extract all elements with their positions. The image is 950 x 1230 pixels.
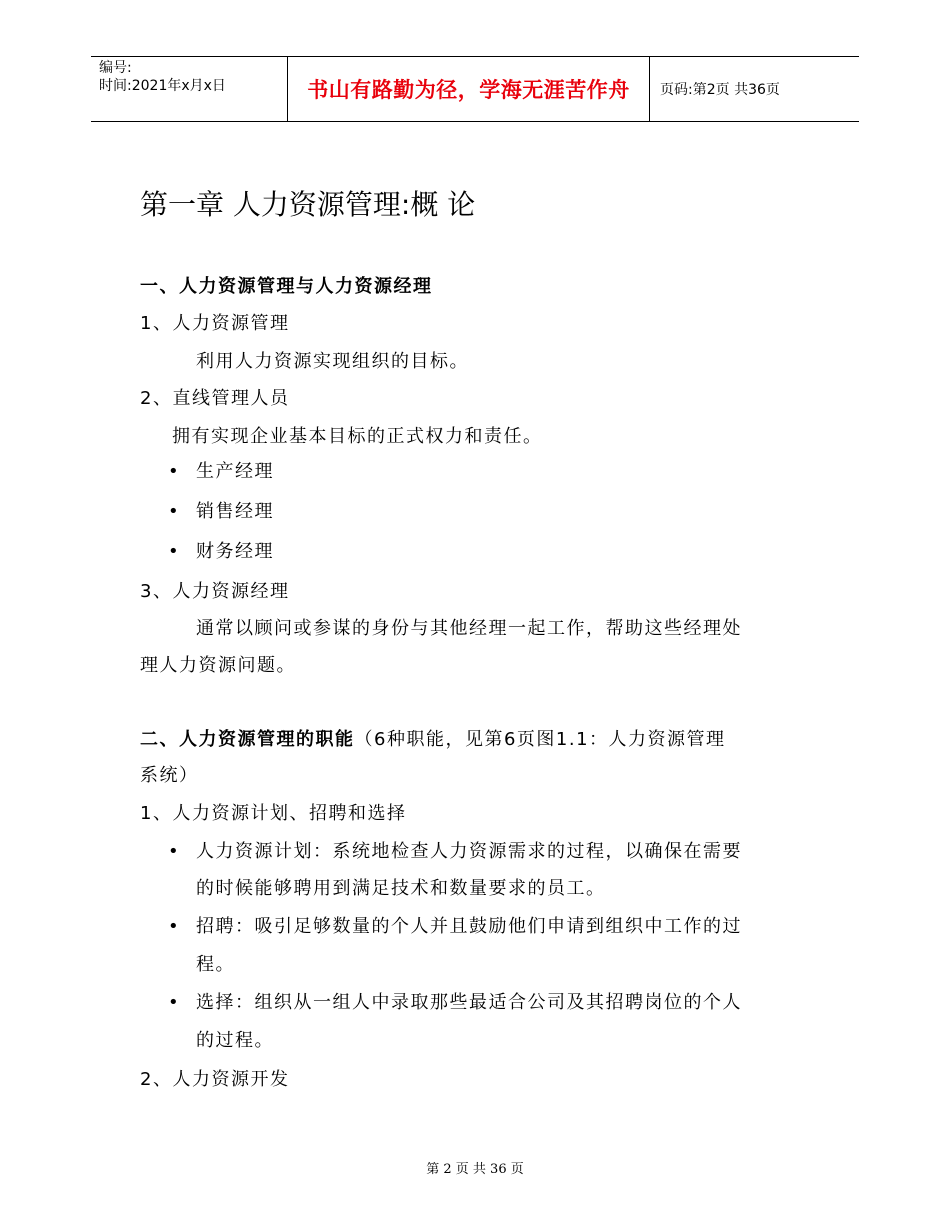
section2-bullet-3-line1: 选择：组织从一组人中录取那些最适合公司及其招聘岗位的个人 [196, 992, 742, 1013]
bullet-icon: • [168, 992, 179, 1013]
section2-item2-title: 2、人力资源开发 [140, 1069, 290, 1090]
bullet-icon: • [168, 461, 179, 482]
bullet-icon: • [168, 841, 179, 862]
section1-item2-text: 拥有实现企业基本目标的正式权力和责任。 [172, 426, 543, 447]
section1-bullet-2: 销售经理 [196, 501, 274, 522]
page-footer: 第 2 页 共 36 页 [426, 1162, 524, 1177]
section2-heading-bold: 二、人力资源管理的职能 [140, 729, 355, 750]
section2-bullet-2-line2: 程。 [196, 954, 235, 975]
header-page-cell [650, 57, 859, 121]
document-header [91, 56, 859, 122]
section1-item3-text-2: 理人力资源问题。 [140, 655, 296, 676]
section1-item3-title: 3、人力资源经理 [140, 581, 290, 602]
header-motto-cell [287, 57, 650, 121]
bullet-icon: • [168, 501, 179, 522]
motto-text: 书山有路勤为径，学海无涯苦作舟 [307, 78, 630, 102]
section1-bullet-1: 生产经理 [196, 461, 274, 482]
section1-item3-text-1: 通常以顾问或参谋的身份与其他经理一起工作，帮助这些经理处 [196, 618, 742, 639]
section2-item1-title: 1、人力资源计划、招聘和选择 [140, 803, 407, 824]
number-label: 编号: [99, 60, 132, 76]
section2-heading [140, 728, 726, 752]
section2-heading-line2: 系统） [140, 765, 199, 786]
section1-item2-title: 2、直线管理人员 [140, 388, 290, 409]
time-label: 时间:2021年x月x日 [99, 78, 226, 94]
section1-heading: 一、人力资源管理与人力资源经理 [140, 276, 433, 297]
bullet-icon: • [168, 916, 179, 937]
section2-bullet-2-line1: 招聘：吸引足够数量的个人并且鼓励他们申请到组织中工作的过 [196, 916, 742, 937]
header-meta [91, 57, 287, 121]
chapter-title: 第一章 人力资源管理:概 论 [140, 188, 476, 221]
section2-bullet-1-line1: 人力资源计划：系统地检查人力资源需求的过程，以确保在需要 [196, 841, 742, 862]
section2-bullet-3-line2: 的过程。 [196, 1030, 274, 1051]
section2-heading-rest: （6种职能，见第6页图1.1：人力资源管理 [354, 729, 726, 750]
bullet-icon: • [168, 541, 179, 562]
section1-bullet-3: 财务经理 [196, 541, 274, 562]
section2-bullet-1-line2: 的时候能够聘用到满足技术和数量要求的员工。 [196, 878, 606, 899]
section1-item1-text: 利用人力资源实现组织的目标。 [196, 351, 469, 372]
section1-item1-title: 1、人力资源管理 [140, 313, 290, 334]
page-info: 页码:第2页 共36页 [660, 82, 780, 98]
